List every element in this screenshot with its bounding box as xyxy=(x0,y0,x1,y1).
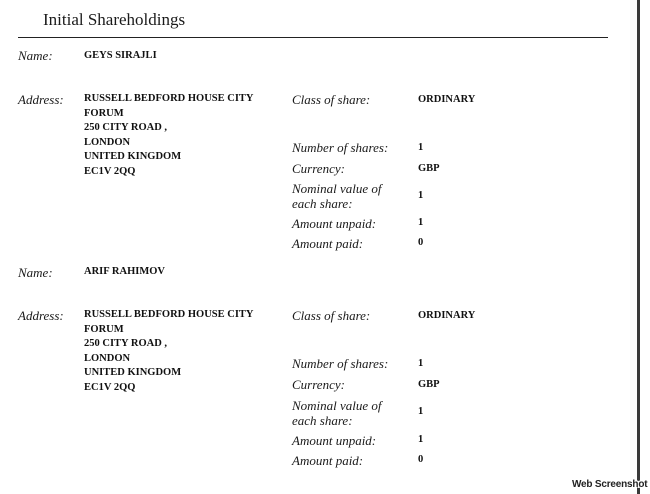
address-line: UNITED KINGDOM xyxy=(84,151,182,162)
nominal-value-label xyxy=(292,398,382,428)
amount-unpaid-label: Amount unpaid: xyxy=(292,216,377,231)
currency-value: GBP xyxy=(418,163,440,174)
amount-paid-value: 0 xyxy=(418,454,424,465)
address-line: LONDON xyxy=(84,352,131,364)
watermark-text: Web Screenshot xyxy=(572,479,648,490)
number-of-shares-value: 1 xyxy=(418,358,424,369)
number-of-shares-label: Number of shares: xyxy=(292,356,389,371)
class-of-share-value: ORDINARY xyxy=(418,310,476,321)
amount-unpaid-label: Amount unpaid: xyxy=(292,433,377,448)
class-of-share-label: Class of share: xyxy=(292,92,371,107)
address-line: 250 CITY ROAD , xyxy=(84,338,168,349)
address-label: Address: xyxy=(18,308,64,323)
class-of-share-value: ORDINARY xyxy=(418,94,476,105)
amount-paid-label: Amount paid: xyxy=(292,453,364,468)
number-of-shares-label: Number of shares: xyxy=(292,140,389,155)
amount-unpaid-value: 1 xyxy=(418,434,424,445)
name-label: Name: xyxy=(18,48,53,63)
currency-label: Currency: xyxy=(292,161,345,176)
shareholder-name: GEYS SIRAJLI xyxy=(84,50,157,61)
currency-label: Currency: xyxy=(292,377,345,392)
address-line: EC1V 2QQ xyxy=(84,381,136,393)
page-title: Initial Shareholdings xyxy=(43,10,186,29)
address-line: FORUM xyxy=(84,323,124,335)
name-label: Name: xyxy=(18,265,53,280)
amount-paid-label: Amount paid: xyxy=(292,236,364,251)
amount-paid-value: 0 xyxy=(418,237,424,248)
nominal-value-label xyxy=(292,181,382,211)
shareholder-address xyxy=(84,92,254,179)
number-of-shares-value: 1 xyxy=(418,142,424,153)
nominal-value-label-line: each share: xyxy=(292,413,353,428)
title-divider xyxy=(18,37,608,38)
address-line: FORUM xyxy=(84,107,124,119)
address-line: RUSSELL BEDFORD HOUSE CITY xyxy=(84,93,254,104)
address-line: 250 CITY ROAD , xyxy=(84,122,168,133)
address-label: Address: xyxy=(18,92,64,107)
page-edge-border xyxy=(637,0,640,494)
shareholder-name: ARIF RAHIMOV xyxy=(84,266,165,277)
shareholder-address xyxy=(84,308,254,395)
address-line: UNITED KINGDOM xyxy=(84,367,182,378)
nominal-value-label-line: Nominal value of xyxy=(292,181,382,196)
class-of-share-label: Class of share: xyxy=(292,308,371,323)
nominal-value-label-line: Nominal value of xyxy=(292,398,382,413)
nominal-value-label-line: each share: xyxy=(292,196,353,211)
currency-value: GBP xyxy=(418,379,440,390)
nominal-value-value: 1 xyxy=(418,190,424,201)
address-line: LONDON xyxy=(84,136,131,148)
address-line: RUSSELL BEDFORD HOUSE CITY xyxy=(84,309,254,320)
nominal-value-value: 1 xyxy=(418,406,424,417)
amount-unpaid-value: 1 xyxy=(418,217,424,228)
address-line: EC1V 2QQ xyxy=(84,165,136,177)
